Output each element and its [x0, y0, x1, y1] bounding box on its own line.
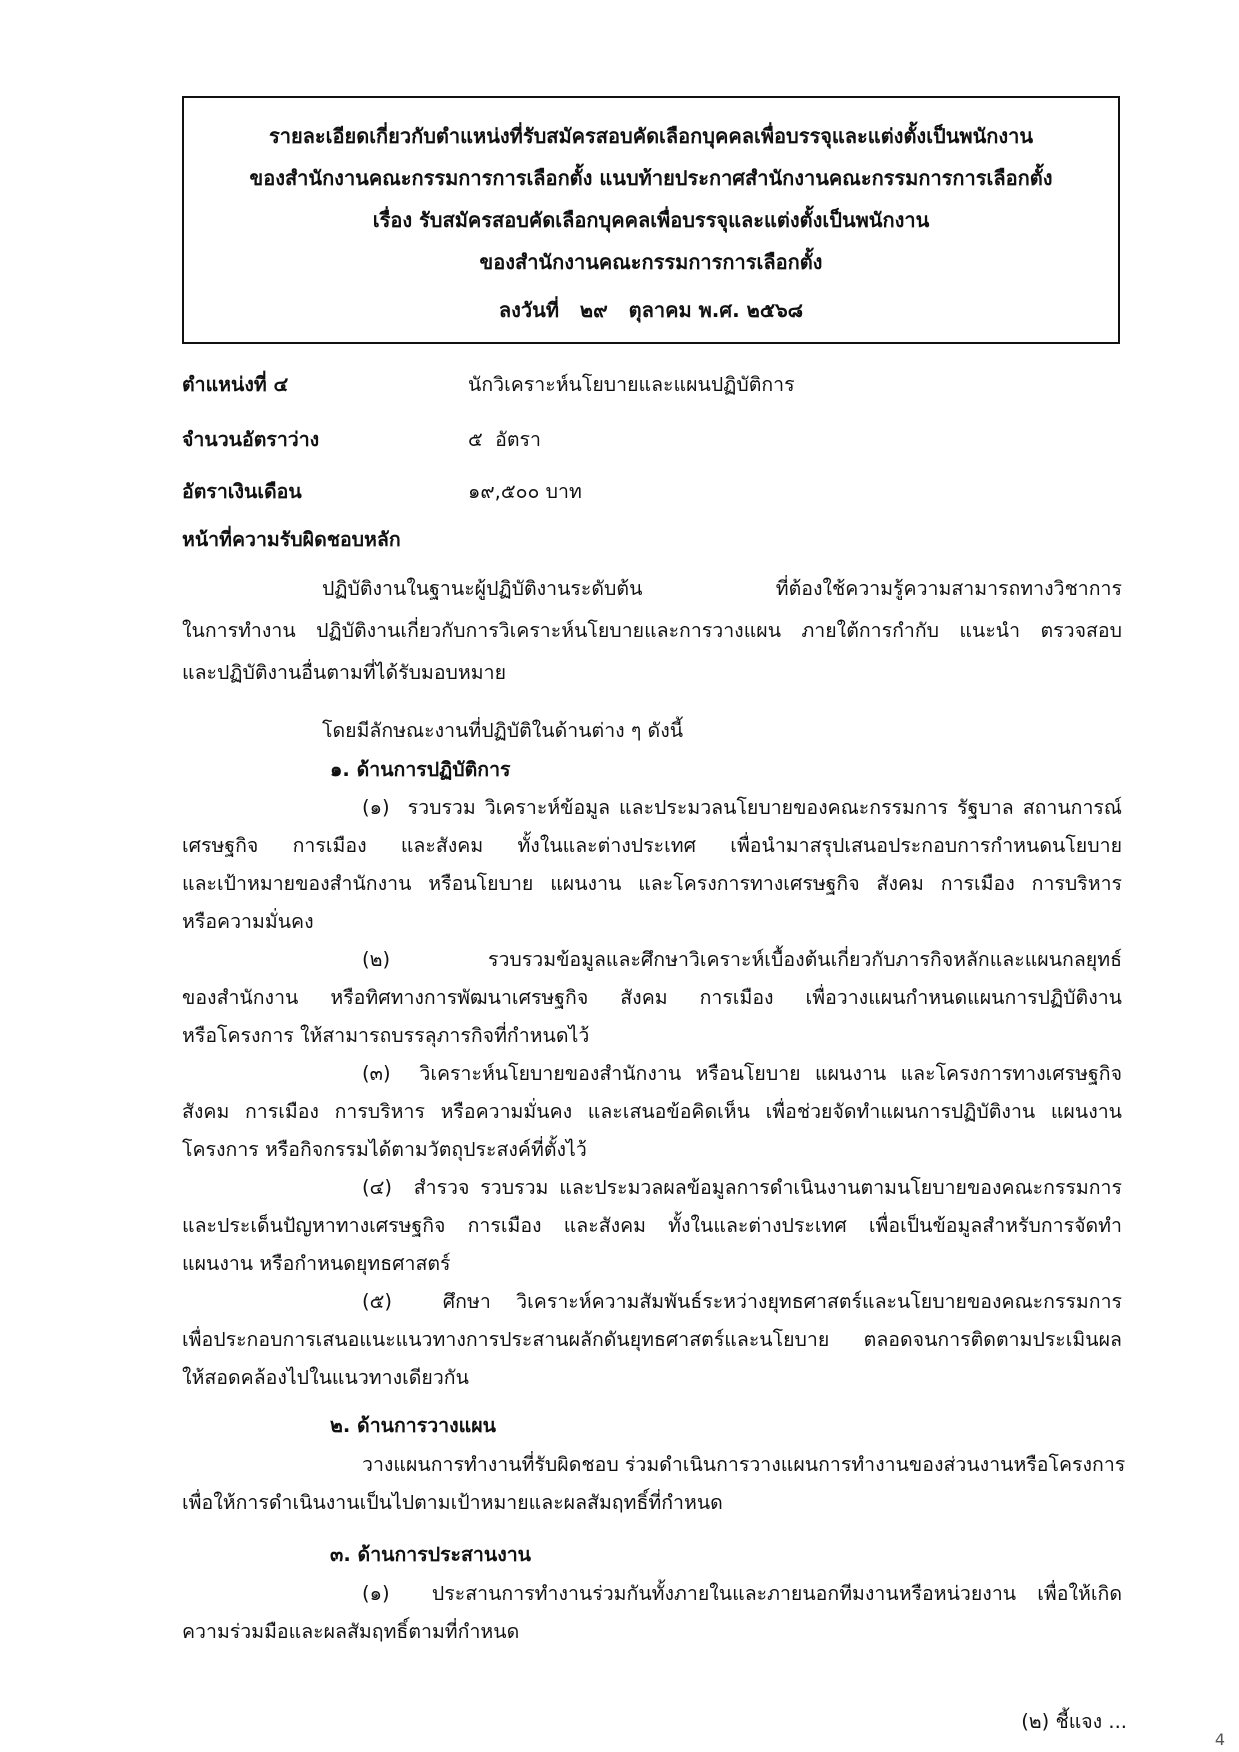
duties-intro-line: ในการทำงาน ปฏิบัติงานเกี่ยวกับการวิเคราะห์นโยบายและการวางแผน ภายใต้การกำกับ แนะนำ ตรวจสอบ	[182, 619, 1122, 642]
section-1-item-1-line: เศรษฐกิจ การเมือง และสังคม ทั้งในและต่างประเทศ เพื่อนำมาสรุปเสนอประกอบการกำหนดนโยบาย	[182, 834, 1122, 857]
header-line-1: รายละเอียดเกี่ยวกับตำแหน่งที่รับสมัครสอบคัดเลือกบุคคลเพื่อบรรจุและแต่งตั้งเป็นพนักงาน	[268, 124, 1034, 148]
section-1-item-1-line: (๑) รวบรวม วิเคราะห์ข้อมูล และประมวลนโยบายของคณะกรรมการ รัฐบาล สถานการณ์	[362, 796, 1122, 819]
section-3-line: (๑) ประสานการทำงานร่วมกันทั้งภายในและภายนอกทีมงานหรือหน่วยงาน เพื่อให้เกิด	[362, 1582, 1122, 1605]
section-1-item-1-line: หรือความมั่นคง	[182, 910, 314, 933]
header-line-3: เรื่อง รับสมัครสอบคัดเลือกบุคคลเพื่อบรรจุและแต่งตั้งเป็นพนักงาน	[372, 208, 930, 232]
section-2-line: วางแผนการทำงานที่รับผิดชอบ ร่วมดำเนินการวางแผนการทำงานของส่วนงานหรือโครงการ	[362, 1453, 1126, 1476]
section-1-item-1-line: และเป้าหมายของสำนักงาน หรือนโยบาย แผนงาน และโครงการทางเศรษฐกิจ สังคม การเมือง การบริหาร	[182, 872, 1122, 895]
section-1-item-2-line: (๒) รวบรวมข้อมูลและศึกษาวิเคราะห์เบื้องต้นเกี่ยวกับภารกิจหลักและแผนกลยุทธ์	[362, 948, 1122, 971]
section-1-item-4-line: (๔) สำรวจ รวบรวม และประมวลผลข้อมูลการดำเนินงานตามนโยบายของคณะกรรมการ	[362, 1176, 1122, 1199]
header-line-2: ของสำนักงานคณะกรรมการการเลือกตั้ง แนบท้ายประกาศสำนักงานคณะกรรมการการเลือกตั้ง	[249, 166, 1053, 190]
section-1-item-3-line: สังคม การเมือง การบริหาร หรือความมั่นคง และเสนอข้อคิดเห็น เพื่อช่วยจัดทำแผนการปฏิบัติงาน แผนงาน	[182, 1100, 1122, 1123]
section-1-item-2-line: หรือโครงการ ให้สามารถบรรลุภารกิจที่กำหนดไว้	[182, 1024, 590, 1047]
section-1-item-3-line: โครงการ หรือกิจกรรมได้ตามวัตถุประสงค์ที่ตั้งไว้	[182, 1138, 587, 1161]
section-1-item-5-line: (๕) ศึกษา วิเคราะห์ความสัมพันธ์ระหว่างยุทธศาสตร์และนโยบายของคณะกรรมการ	[362, 1290, 1122, 1313]
section-1-item-5-line: ให้สอดคล้องไปในแนวทางเดียวกัน	[182, 1366, 469, 1389]
duties-intro-line: ปฏิบัติงานในฐานะผู้ปฏิบัติงานระดับต้น ที่ต้องใช้ความรู้ความสามารถทางวิชาการ	[322, 577, 1122, 600]
duties-intro-line: และปฏิบัติงานอื่นตามที่ได้รับมอบหมาย	[182, 661, 507, 684]
section-1-item-3-line: (๓) วิเคราะห์นโยบายของสำนักงาน หรือนโยบาย แผนงาน และโครงการทางเศรษฐกิจ	[362, 1062, 1122, 1085]
announcement-header-box	[182, 96, 1120, 344]
salary-label: อัตราเงินเดือน	[182, 480, 302, 503]
section-3-line: ความร่วมมือและผลสัมฤทธิ์ตามที่กำหนด	[182, 1620, 520, 1643]
header-date: ลงวันที่ ๒๙ ตุลาคม พ.ศ. ๒๕๖๘	[498, 298, 804, 322]
section-1-item-2-line: ของสำนักงาน หรือทิศทางการพัฒนาเศรษฐกิจ สังคม การเมือง เพื่อวางแผนกำหนดแผนการปฏิบัติงาน	[182, 986, 1122, 1009]
handwritten-page-mark: 4	[1214, 1730, 1225, 1749]
section-1-item-5-line: เพื่อประกอบการเสนอแนะแนวทางการประสานผลักดันยุทธศาสตร์และนโยบาย ตลอดจนการติดตามประเมินผล	[182, 1328, 1122, 1351]
vacancy-count-label: จำนวนอัตราว่าง	[182, 428, 320, 451]
position-label: ตำแหน่งที่ ๔	[182, 373, 289, 396]
section-1-item-4-line: แผนงาน หรือกำหนดยุทธศาสตร์	[182, 1252, 451, 1275]
position-value: นักวิเคราะห์นโยบายและแผนปฏิบัติการ	[468, 373, 795, 396]
duties-heading: หน้าที่ความรับผิดชอบหลัก	[182, 528, 401, 551]
section-3-title: ๓. ด้านการประสานงาน	[330, 1543, 532, 1566]
section-2-line: เพื่อให้การดำเนินงานเป็นไปตามเป้าหมายและผลสัมฤทธิ์ที่กำหนด	[182, 1491, 723, 1514]
header-line-4: ของสำนักงานคณะกรรมการการเลือกตั้ง	[479, 250, 823, 274]
section-1-title: ๑. ด้านการปฏิบัติการ	[330, 758, 511, 781]
section-1-item-4-line: และประเด็นปัญหาทางเศรษฐกิจ การเมือง และสังคม ทั้งในและต่างประเทศ เพื่อเป็นข้อมูลสำหรับการจัดทำ	[182, 1214, 1122, 1237]
section-2-title: ๒. ด้านการวางแผน	[330, 1414, 496, 1437]
salary-value: ๑๙,๕๐๐ บาท	[468, 480, 582, 503]
continued-next-page: (๒) ชี้แจง ...	[1021, 1710, 1127, 1733]
characteristics-intro: โดยมีลักษณะงานที่ปฏิบัติในด้านต่าง ๆ ดังนี้	[322, 719, 684, 742]
vacancy-count-value: ๕ อัตรา	[468, 428, 541, 451]
